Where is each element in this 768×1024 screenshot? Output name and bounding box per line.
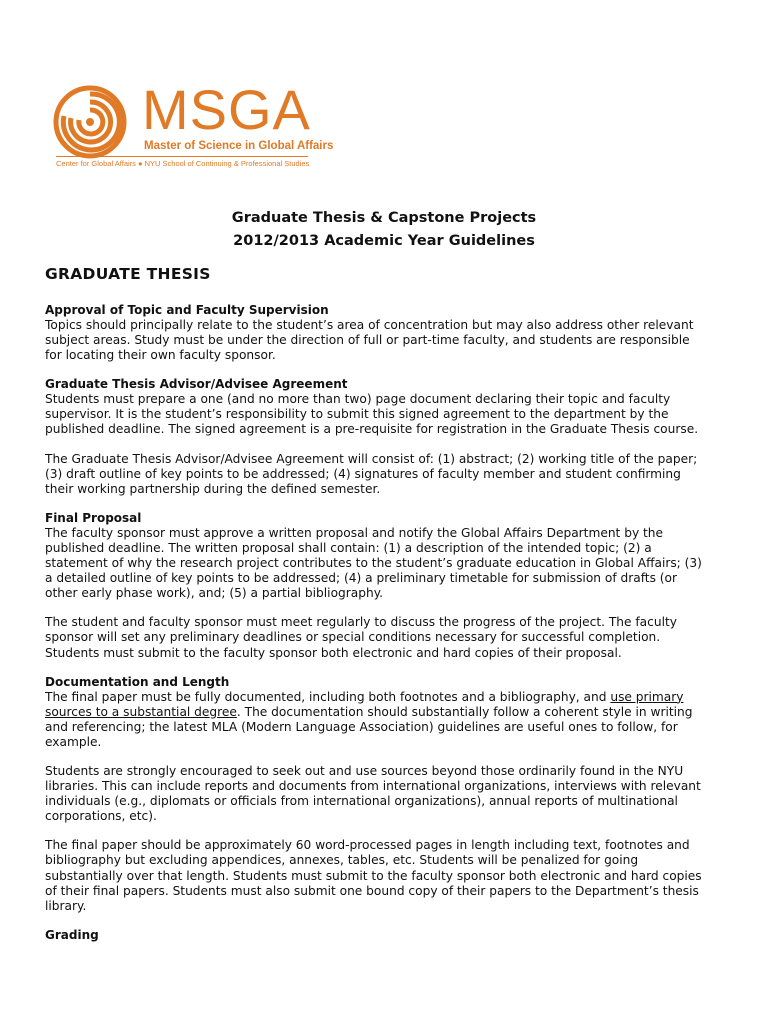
text-line: (3) draft outline of key points to be addressed; (4) signatures of faculty member and student confirming	[45, 466, 681, 481]
text-line: a detailed outline of key points to be addressed; (4) a preliminary timetable for submission of drafts (or	[45, 571, 678, 586]
msga-logo	[52, 78, 334, 170]
heading-final-proposal: Final Proposal	[45, 510, 142, 525]
underlined-text: sources to a substantial degree	[45, 704, 237, 719]
text-line: Students must prepare a one (and no more than two) page document declaring their topic and faculty	[45, 392, 671, 407]
text-line: published deadline. The signed agreement is a pre-requisite for registration in the Graduate Thesis course.	[45, 422, 699, 437]
heading-grading: Grading	[45, 927, 99, 942]
underlined-text: use primary	[610, 689, 684, 704]
text-line: The Graduate Thesis Advisor/Advisee Agreement will consist of: (1) abstract; (2) working title of the paper;	[45, 451, 698, 466]
text-line: substantially over that length. Students must submit to the faculty sponsor both electronic and hard copies	[45, 868, 702, 883]
text-span: The final paper must be fully documented, including both footnotes and a bibliography, and	[45, 689, 611, 704]
text-line: for locating their own faculty sponsor.	[45, 348, 276, 363]
text-line: Students must submit to the faculty sponsor both electronic and hard copies of their proposal.	[45, 645, 622, 660]
text-line: Topics should principally relate to the student’s area of concentration but may also address other relevant	[45, 318, 694, 332]
text-line: individuals (e.g., diplomats or officials from international organizations), annual reports of multinational	[45, 794, 678, 809]
text-span: . The documentation should substantially follow a coherent style in writing	[236, 704, 693, 719]
heading-agreement: Graduate Thesis Advisor/Advisee Agreement	[45, 377, 348, 392]
text-line: supervisor. It is the student’s responsibility to submit this signed agreement to the department by the	[45, 407, 669, 422]
text-line: sponsor will set any preliminary deadlines or special conditions necessary for successful completion.	[45, 630, 661, 645]
logo-wordmark: MSGA	[142, 78, 311, 141]
text-line: subject areas. Study must be under the direction of full or part-time faculty, and students are responsible	[45, 333, 690, 348]
text-line: The final paper should be approximately 60 word-processed pages in length including text, footnotes and	[45, 838, 690, 853]
msga-spiral-icon	[52, 80, 136, 164]
document-body	[45, 303, 735, 943]
heading-approval: Approval of Topic and Faculty Supervision	[45, 303, 329, 317]
text-line: The student and faculty sponsor must meet regularly to discuss the progress of the project. The faculty	[45, 615, 677, 630]
document-title: Graduate Thesis & Capstone Projects	[231, 210, 537, 226]
text-line: library.	[45, 898, 87, 913]
text-line: published deadline. The written proposal shall contain: (1) a description of the intended topic; (2) a	[45, 540, 652, 555]
document-subtitle: 2012/2013 Academic Year Guidelines	[233, 233, 535, 249]
text-line: statement of why the research project contributes to the student’s graduate education in Global Affairs; (3)	[45, 556, 702, 571]
logo-subtitle: Master of Science in Global Affairs	[144, 140, 334, 152]
text-line: their working partnership during the defined semester.	[45, 481, 381, 496]
text-line: Students are strongly encouraged to seek out and use sources beyond those ordinarily found in the NYU	[45, 763, 684, 778]
text-line: corporations, etc).	[45, 809, 157, 824]
heading-documentation: Documentation and Length	[45, 674, 230, 689]
document-title-block	[0, 207, 768, 253]
text-line: libraries. This can include reports and documents from international organizations, interviews with relevant	[45, 779, 701, 794]
text-line: bibliography but excluding appendices, annexes, tables, etc. Students will be penalized for going	[45, 853, 639, 868]
text-line: example.	[45, 734, 102, 749]
text-line: of their final papers. Students must also submit one bound copy of their papers to the Department’s thesis	[45, 883, 699, 898]
section-title: GRADUATE THESIS	[45, 265, 211, 283]
text-line: The faculty sponsor must approve a written proposal and notify the Global Affairs Department by the	[45, 525, 664, 540]
logo-tagline: Center for Global Affairs ● NYU School of Continuing & Professional Studies	[56, 159, 310, 168]
text-line: other early phase work), and; (5) a partial bibliography.	[45, 586, 384, 601]
text-line	[45, 705, 735, 720]
text-line	[45, 690, 735, 705]
text-line: and referencing; the latest MLA (Modern Language Association) guidelines are useful ones to follow, for	[45, 719, 678, 734]
logo-divider	[56, 156, 308, 157]
